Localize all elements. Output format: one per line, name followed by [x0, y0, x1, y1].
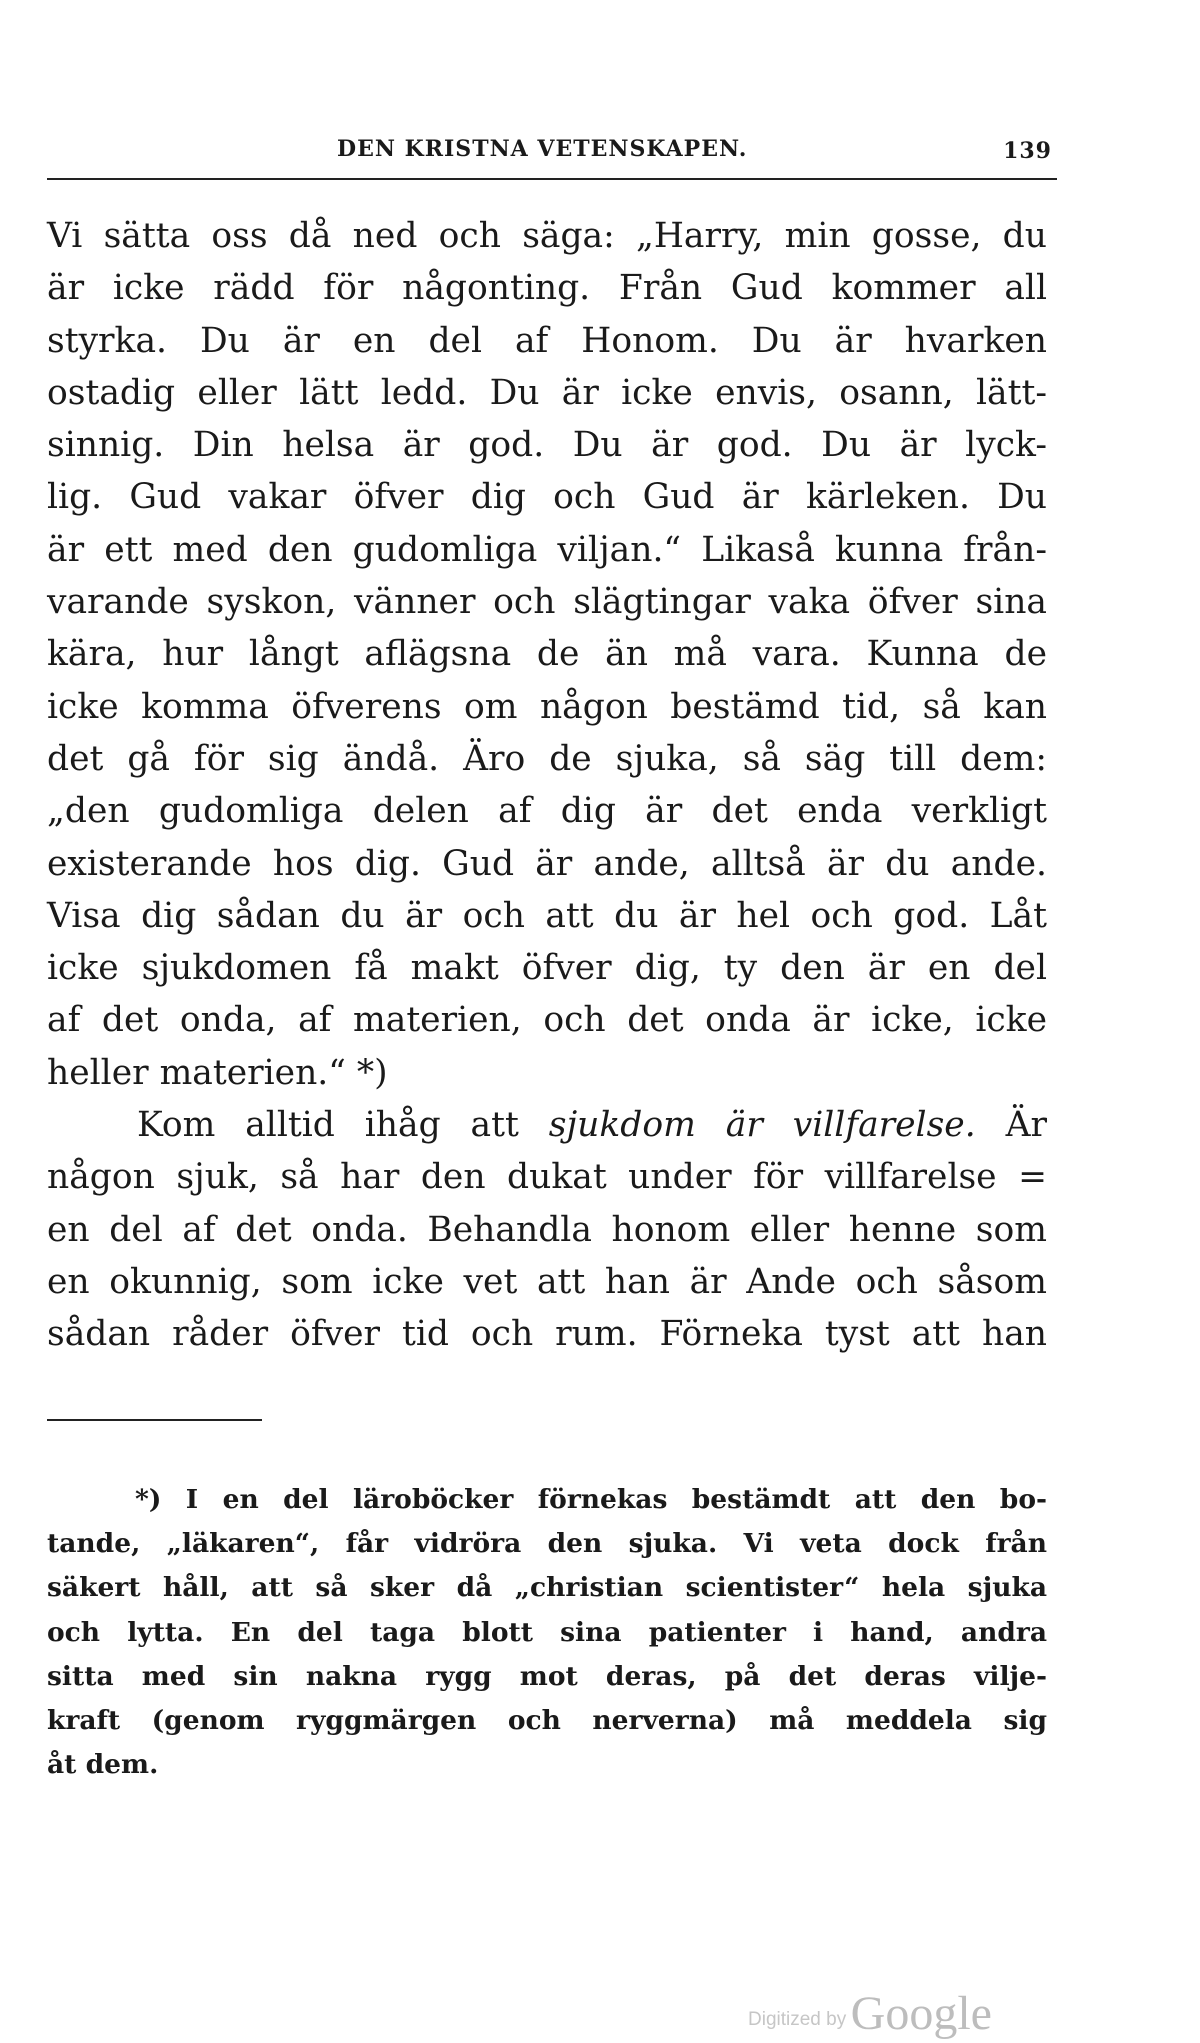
text-line: det gå för sig ändå. Äro de sjuka, så säg till dem:	[47, 738, 1047, 779]
page-header	[47, 136, 1057, 166]
footnote-line: tande, „läkaren“, får vidröra den sjuka. Vi veta dock från	[47, 1528, 1047, 1560]
text-line: en del af det onda. Behandla honom eller henne som	[47, 1209, 1047, 1250]
footnote	[47, 1478, 1047, 1787]
paragraph-2-first-line	[47, 1099, 1047, 1151]
text-line: Visa dig sådan du är och att du är hel och god. Låt	[47, 895, 1047, 936]
text-line: är icke rädd för någonting. Från Gud kommer all	[47, 268, 1047, 309]
text-line: är ett med den gudomliga viljan.“ Likaså kunna från-	[47, 529, 1047, 570]
text-run: Är	[975, 1105, 1047, 1146]
footnote-line: kraft (genom ryggmärgen och nerverna) må meddela sig	[47, 1705, 1047, 1737]
footnote-line: och lytta. En del taga blott sina patienter i hand, andra	[47, 1616, 1047, 1648]
text-line: existerande hos dig. Gud är ande, alltså är du ande.	[47, 843, 1047, 884]
watermark-prefix: Digitized by	[748, 2009, 847, 2030]
text-run: Kom alltid ihåg att	[137, 1105, 549, 1146]
text-line: sinnig. Din helsa är god. Du är god. Du är lyck-	[47, 425, 1047, 466]
text-line: sådan råder öfver tid och rum. Förneka tyst att han	[47, 1314, 1047, 1355]
running-head: DEN KRISTNA VETENSKAPEN.	[337, 136, 748, 162]
text-line: styrka. Du är en del af Honom. Du är hvarken	[47, 320, 1047, 361]
footnote-line: sitta med sin nakna rygg mot deras, på det deras vilje-	[47, 1660, 1047, 1692]
footnote-line: *) I en del läroböcker förnekas bestämdt att den bo-	[135, 1484, 1047, 1515]
text-line: varande syskon, vänner och slägtingar vaka öfver sina	[47, 582, 1047, 623]
text-line: heller materien.“ *)	[47, 1052, 388, 1093]
text-line: icke komma öfverens om någon bestämd tid, så kan	[47, 686, 1047, 727]
text-line: ostadig eller lätt ledd. Du är icke envis, osann, lätt-	[47, 372, 1047, 413]
text-line: lig. Gud vakar öfver dig och Gud är kärleken. Du	[47, 477, 1047, 518]
footnote-rule	[47, 1419, 262, 1421]
text-line: af det onda, af materien, och det onda är icke, icke	[47, 1000, 1047, 1041]
header-rule	[47, 178, 1057, 180]
italic-phrase: sjukdom är villfarelse.	[548, 1105, 976, 1146]
text-line: Vi sätta oss då ned och säga: „Harry, min gosse, du	[47, 216, 1047, 256]
text-line: kära, hur långt aflägsna de än må vara. Kunna de	[47, 634, 1047, 675]
text-line: en okunnig, som icke vet att han är Ande och såsom	[47, 1261, 1047, 1302]
watermark-brand-logo: Google	[850, 1987, 992, 2040]
page-number: 139	[1003, 138, 1052, 164]
text-line: icke sjukdomen få makt öfver dig, ty den är en del	[47, 948, 1047, 989]
main-text	[47, 210, 1047, 1361]
text-line: någon sjuk, så har den dukat under för villfarelse =	[47, 1157, 1047, 1198]
text-line: „den gudomliga delen af dig är det enda verkligt	[47, 791, 1047, 832]
footnote-line: säkert håll, att så sker då „christian scientister“ hela sjuka	[47, 1572, 1047, 1604]
digitized-watermark	[748, 1986, 992, 2041]
footnote-line: åt dem.	[47, 1749, 159, 1781]
